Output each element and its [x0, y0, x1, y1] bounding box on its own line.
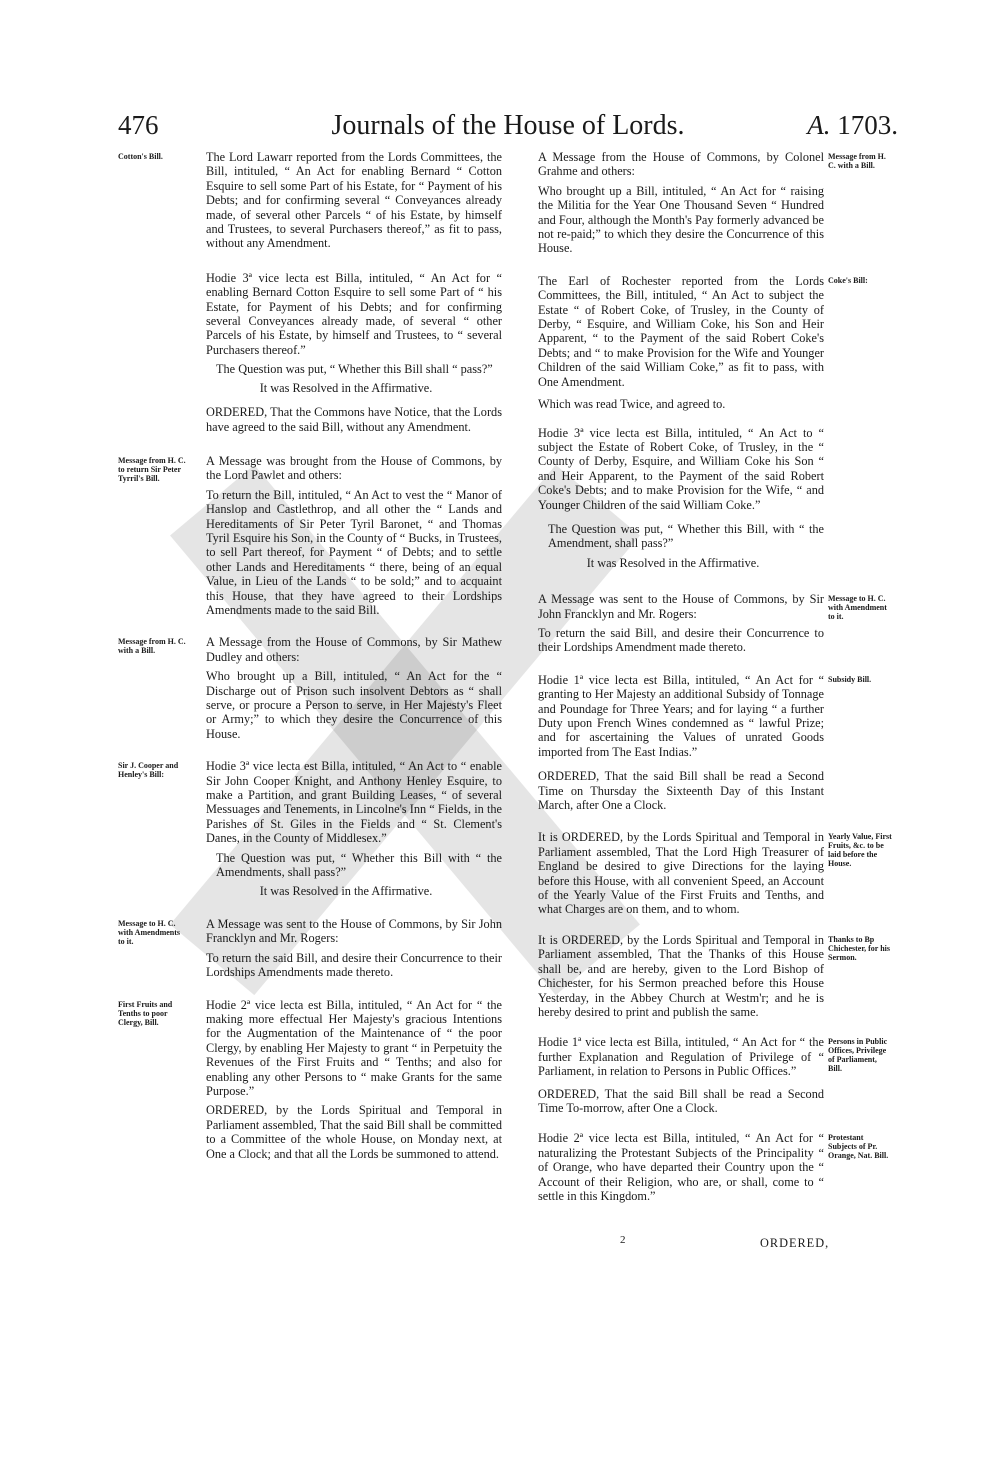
- paragraph: A Message was brought from the House of Commons, by the Lord Pawlet and others:: [206, 453, 502, 483]
- year-value: 1703.: [837, 110, 898, 140]
- paragraph: It was Resolved in the Affirmative.: [259, 380, 433, 395]
- paragraph: ORDERED, That the said Bill shall be read a Second Time on Thursday the Sixteenth Day of this Instant March, after One a Clock.: [538, 769, 824, 813]
- page-number: 476: [118, 110, 159, 140]
- paragraph: A Message was sent to the House of Commons, by Sir John Francklyn and Mr. Rogers:: [206, 916, 502, 946]
- entry-orange-nat-bill: [522, 1131, 889, 1203]
- year: [807, 110, 898, 141]
- entry-first-fruits-bill: [118, 997, 502, 1161]
- paragraph: It is ORDERED, by the Lords Spiritual and Temporal in Parliament assembled, That the Lord High Treasurer of England be desired to give Directions for the laying before this House, with all convenient Speed, an Account of the Yearly Value of the First Fruits and Tenths, and what Charges are on them, and to whom.: [538, 830, 824, 917]
- entry-cooper-henley-bill: [118, 759, 502, 899]
- paragraph: The Lord Lawarr reported from the Lords Committees, the Bill, intituled, “ An Act for enabling Bernard “ Cotton Esquire to sell some Part of his Estate, for “ Payment of his Debts; and for confirming several “ Conveyances already made, of several other Parcels “ of his Estate, by himself and Trustees, to several Purchasers thereof,” as fit to pass, without any Amendment.: [206, 150, 502, 251]
- margin-note: Subsidy Bill.: [828, 674, 872, 684]
- catchword: ORDERED,: [760, 1236, 830, 1250]
- entry-message-insolvent-debtors: [118, 635, 502, 741]
- margin-note: Sir J. Cooper and Henley's Bill:: [118, 761, 179, 780]
- margin-note: Message from H. C. with a Bill.: [118, 637, 186, 656]
- entry-yearly-value: [522, 830, 892, 917]
- entry-cotton-bill: [118, 150, 502, 434]
- entry-privilege-bill: [522, 1035, 888, 1115]
- paragraph: Hodie 1ª vice lecta est Billa, intituled, “ An Act for “ the further Explanation and Regulation of Privilege of “ Parliament, in relation to Persons in Public Offices.”: [538, 1035, 824, 1079]
- year-prefix: A.: [807, 110, 831, 140]
- right-column: [522, 150, 892, 1203]
- paragraph: The Question was put, “ Whether this Bill, with “ the Amendment, shall pass?”: [548, 521, 824, 551]
- paragraph: Hodie 2ª vice lecta est Billa, intituled, “ An Act for “ the making more effectual Her Majesty's gracious Intentions for the Augmentation of the Maintenance of “ the poor Clergy, by enabling Her Majesty to grant “ in Perpetuity the Revenues of the First Fruits and “ Tenths; and also for enabling any other Persons to “ make Grants for the same Purpose.”: [206, 997, 502, 1098]
- paragraph: To return the Bill, intituled, “ An Act to vest the “ Manor of Hanslop and Castlethrop, and all other the “ Lands and Hereditaments of Sir Peter Tyril Baronet, “ and Thomas Tyril Esquire his Son, in the County of “ Bucks, in Trustees, to sell Part thereof, for Payment “ of Debts; and to settle other Lands and Hereditaments “ there, being of an equal Value, in Lieu of the Lands “ to be sold;” and to acquaint this House, that they have agreed to their Lordships Amendments made to the said Bill.: [206, 487, 502, 617]
- paragraph: To return the said Bill, and desire their Concurrence to their Lordships Amendment made thereto.: [538, 625, 824, 655]
- paragraph: ORDERED, That the Commons have Notice, that the Lords have agreed to the said Bill, without any Amendment.: [206, 405, 502, 434]
- paragraph: Hodie 1ª vice lecta est Billa, intituled, “ An Act for “ granting to Her Majesty an additional Subsidy of Tonnage and Poundage for Three Years; and for laying “ a further Duty upon French Wines condemned as “ lawful Prize; and for ascertaining the Values of unrated Goods imported from The East Indias.”: [538, 672, 824, 759]
- margin-note: Message from H. C. with a Bill.: [828, 152, 886, 170]
- paragraph: Hodie 3ª vice lecta est Billa, intituled, “ An Act for “ enabling Bernard Cotton Esquire to sell some Part of “ his Estate, for Payment of his Debts; and for confirming several Conveyances already made, of several “ other Parcels of his Estate, by himself and Trustees, to “ several Purchasers thereof.”: [206, 270, 502, 357]
- paragraph: To return the said Bill, and desire their Concurrence to their Lordships Amendments made thereto.: [206, 950, 502, 980]
- paragraph: A Message was sent to the House of Commons, by Sir John Francklyn and Mr. Rogers:: [538, 592, 824, 621]
- journal-title: Journals of the House of Lords.: [331, 110, 685, 141]
- paragraph: It was Resolved in the Affirmative.: [586, 555, 760, 570]
- paragraph: It was Resolved in the Affirmative.: [259, 884, 433, 899]
- paragraph: Hodie 2ª vice lecta est Billa, intituled, “ An Act for “ naturalizing the Protestant Subjects of the Principality “ of Orange, who have departed their Country upon the “ Account of their Religion, who are, or shall, come to “ settle in this Kingdom.”: [538, 1131, 824, 1203]
- margin-note: First Fruits and Tenths to poor Clergy, Bill.: [118, 999, 173, 1027]
- margin-note: Cotton's Bill.: [118, 152, 163, 161]
- paragraph: The Question was put, “ Whether this Bill shall “ pass?”: [216, 362, 493, 377]
- paragraph: Hodie 3ª vice lecta est Billa, intituled, “ An Act to “ enable Sir John Cooper Knight, and Anthony Henley Esquire, to make a Partition, and grant Building Leases, “ of several Messuages and Tenements, in Lincolne's Inn “ Fields, in the Parishes of St. Giles in the Fields and “ St. Clement's Danes, in the County of Middlesex.”: [206, 759, 502, 846]
- entry-tyrril-bill: [118, 453, 502, 617]
- left-column: [118, 150, 502, 1161]
- margin-note: Message to H. C. with Amendment to it.: [828, 594, 887, 622]
- page-header: [118, 110, 898, 150]
- margin-note: Yearly Value, First Fruits, &c. to be laid before the House.: [828, 832, 892, 869]
- entry-subsidy-bill: [522, 672, 872, 813]
- paragraph: The Earl of Rochester reported from the Lords Committees, the Bill, intituled, “ An Act to subject the Estate “ of Robert Coke, of Trusley, in the County of Derby, “ Esquire, and William Coke, his Son and Heir Apparent, “ to the Payment of the said Robert Coke's Debts; and “ to make Provision for the Wife and Younger Children of the said William Coke,” as fit to pass, with One Amendment.: [538, 273, 824, 389]
- margin-note: Persons in Public Offices, Privilege of Parliament, Bill.: [828, 1037, 888, 1074]
- paragraph: ORDERED, by the Lords Spiritual and Temporal in Parliament assembled, That the said Bill shall be committed to a Committee of the whole House, on Monday next, at One a Clock; and that all the Lords be summoned to attend.: [206, 1103, 502, 1161]
- margin-note: Protestant Subjects of Pr. Orange, Nat. Bill.: [828, 1133, 889, 1161]
- margin-note: Thanks to Bp Chichester, for his Sermon.: [828, 934, 890, 962]
- margin-note: Coke's Bill:: [828, 275, 868, 285]
- signature-mark: 2: [620, 1234, 626, 1246]
- paragraph: Which was read Twice, and agreed to.: [538, 397, 726, 412]
- paragraph: ORDERED, That the said Bill shall be read a Second Time To-morrow, after One a Clock.: [538, 1086, 824, 1115]
- paragraph: Hodie 3ª vice lecta est Billa, intituled, “ An Act to “ subject the Estate of Robert Coke, of Trusley, in the “ County of Derby, Esquire, and William Coke his Son “ and Heir Apparent, to the Payment of the said Robert Coke's Debts; and to make Provision for the Wife, “ and Younger Children of the said William Coke.”: [538, 425, 824, 512]
- paragraph: A Message from the House of Commons, by Sir Mathew Dudley and others:: [206, 635, 502, 664]
- margin-note: Message from H. C. to return Sir Peter Tyrril's Bill.: [118, 455, 186, 483]
- entry-message-amendment: [522, 592, 887, 655]
- entry-message-militia: [522, 150, 886, 256]
- margin-note: Message to H. C. with Amendments to it.: [118, 918, 181, 946]
- paragraph: Who brought up a Bill, intituled, “ An Act for the “ Discharge out of Prison such insolvent Debtors as “ shall serve, or procure a Person to serve, in Her Majesty's Fleet or Army;” to which they desire the Concurrence of this House.: [206, 669, 502, 741]
- entry-coke-bill: [522, 273, 868, 570]
- entry-message-amendments: [118, 916, 502, 980]
- paragraph: A Message from the House of Commons, by Colonel Grahme and others:: [538, 150, 824, 179]
- entry-thanks-bishop: [522, 932, 890, 1019]
- paragraph: Who brought up a Bill, intituled, “ An Act for “ raising the Militia for the Year One Thousand Seven “ Hundred and Four, although the Month's Pay formerly advanced be not re-paid;” to which they desire the Concurrence of this House.: [538, 183, 824, 256]
- paragraph: It is ORDERED, by the Lords Spiritual and Temporal in Parliament assembled, That the Thanks of this House shall be, and are hereby, given to the Lord Bishop of Chichester, for his Sermon preached before this House Yesterday, in the Abbey Church at Westm'r; and he is hereby desired to print and publish the same.: [538, 932, 824, 1019]
- paragraph: The Question was put, “ Whether this Bill with “ the Amendments, shall pass?”: [216, 850, 502, 880]
